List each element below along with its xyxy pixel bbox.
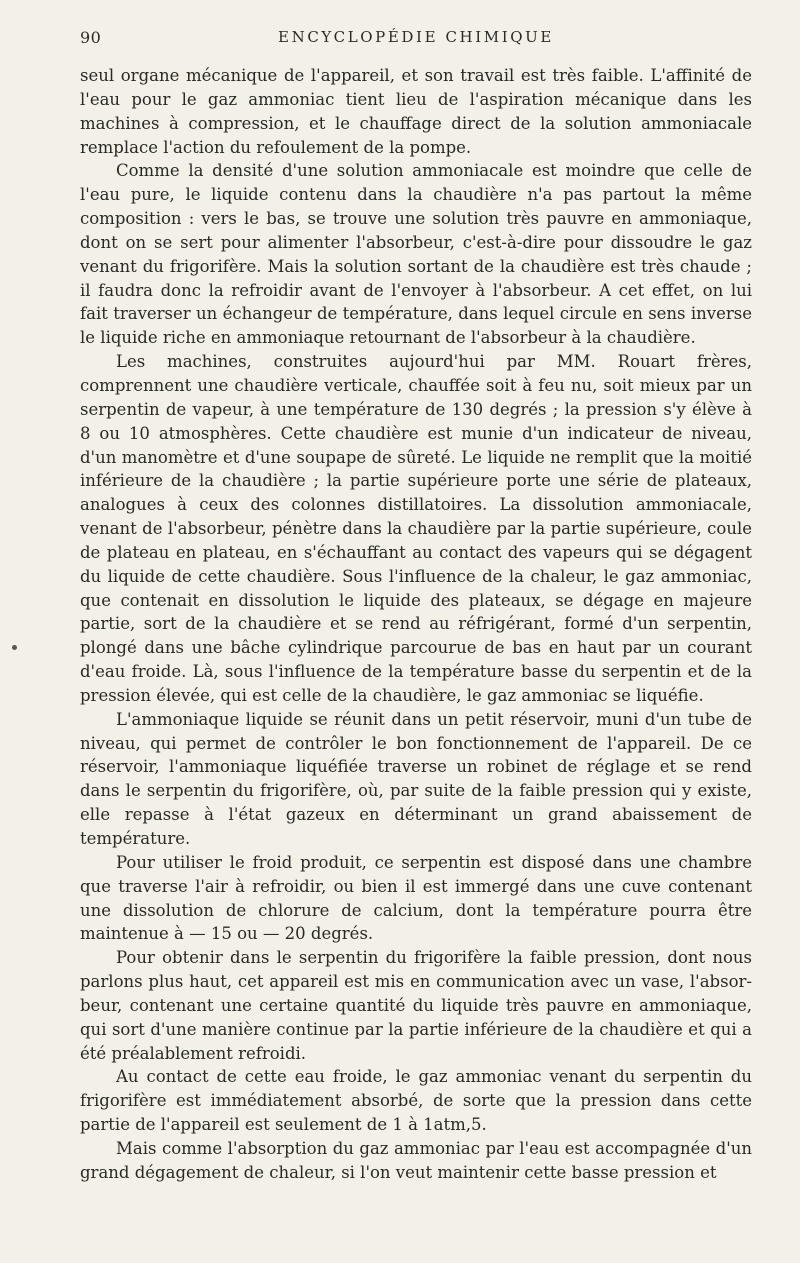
- page-header: [80, 28, 752, 52]
- paragraph-3: Les machines, construites aujourd'hui par MM. Rouart frères, comprennent une chaudière verticale, chauffée soit à feu nu, soit mieux par un serpentin de vapeur, à une température de 130 degrés ; la pression s'y élève à 8 ou 10 atmosphères. Cette chaudière est munie d'un indicateur de niveau, d'un manomètre et d'une soupape de sûreté. Le liquide ne remplit que la moitié inférieure de la chaudière ; la partie supérieure porte une série de plateaux, analogues à ceux des colonnes distillatoires. La dissolution ammoniacale, venant de l'absorbeur, pénètre dans la chaudière par la partie supérieure, coule de plateau en plateau, en s'échauffant au contact des vapeurs qui se dégagent du liquide de cette chaudière. Sous l'influence de la chaleur, le gaz ammoniac, que contenait en dissolution le liquide des plateaux, se dégage en majeure partie, sort de la chaudière et se rend au réfrigérant, formé d'un serpentin, plongé dans une bâche cylindrique parcourue de bas en haut par un courant d'eau froide. Là, sous l'influence de la température basse du serpentin et de la pression élevée, qui est celle de la chaudière, le gaz ammoniac se liquéfie.: [80, 352, 752, 705]
- paragraph-8: Mais comme l'absorption du gaz ammoniac par l'eau est accompagnée d'un grand dégagement de chaleur, si l'on veut maintenir cette basse pression et: [80, 1138, 752, 1182]
- margin-mark: [12, 645, 17, 650]
- paragraph-7: Au contact de cette eau froide, le gaz ammoniac venant du serpentin du frigorifère est immédiatement absorbé, de sorte que la pression dans cette partie de l'appareil est seulement de 1 à 1atm,5.: [80, 1067, 752, 1135]
- paragraph-6: Pour obtenir dans le serpentin du frigorifère la faible pression, dont nous parlons plus haut, cet appareil est mis en communication avec un vase, l'absorbeur, contenant une certaine quantité du liquide très pauvre en ammoniaque, qui sort d'une manière continue par la partie inférieure de la chaudière et qui a été préalablement refroidi.: [80, 948, 752, 1063]
- running-head: ENCYCLOPÉDIE CHIMIQUE: [278, 28, 554, 46]
- paragraph-5: Pour utiliser le froid produit, ce serpentin est disposé dans une chambre que traverse l'air à refroidir, ou bien il est immergé dans une cuve contenant une dissolution de chlorure de calcium, dont la température pourra être maintenue à — 15 ou — 20 degrés.: [80, 852, 752, 944]
- body-text: [80, 64, 752, 1185]
- page-number: 90: [80, 28, 102, 47]
- paragraph-1: seul organe mécanique de l'appareil, et son travail est très faible. L'affinité de l'eau pour le gaz ammoniac tient lieu de l'aspiration mécanique dans les machines à compression, et le chauffage direct de la solution ammoniacale remplace l'action du refoulement de la pompe.: [80, 66, 752, 157]
- paragraph-4: L'ammoniaque liquide se réunit dans un petit réservoir, muni d'un tube de niveau, qui permet de contrôler le bon fonctionnement de l'appareil. De ce réservoir, l'ammoniaque liquéfiée traverse un robinet de réglage et se rend dans le serpentin du frigorifère, où, par suite de la faible pression qui y existe, elle repasse à l'état gazeux en déterminant un grand abaissement de température.: [80, 709, 752, 848]
- paragraph-2: Comme la densité d'une solution ammoniacale est moindre que celle de l'eau pure, le liquide contenu dans la chaudière n'a pas partout la même composition : vers le bas, se trouve une solution très pauvre en ammoniaque, dont on se sert pour alimenter l'absorbeur, c'est-à-dire pour dissoudre le gaz venant du frigorifère. Mais la solution sortant de la chaudière est très chaude ; il faudra donc la refroidir avant de l'envoyer à l'absorbeur. A cet effet, on lui fait traverser un échangeur de température, dans lequel circule en sens inverse le liquide riche en ammoniaque retournant de l'absorbeur à la chaudière.: [80, 161, 752, 348]
